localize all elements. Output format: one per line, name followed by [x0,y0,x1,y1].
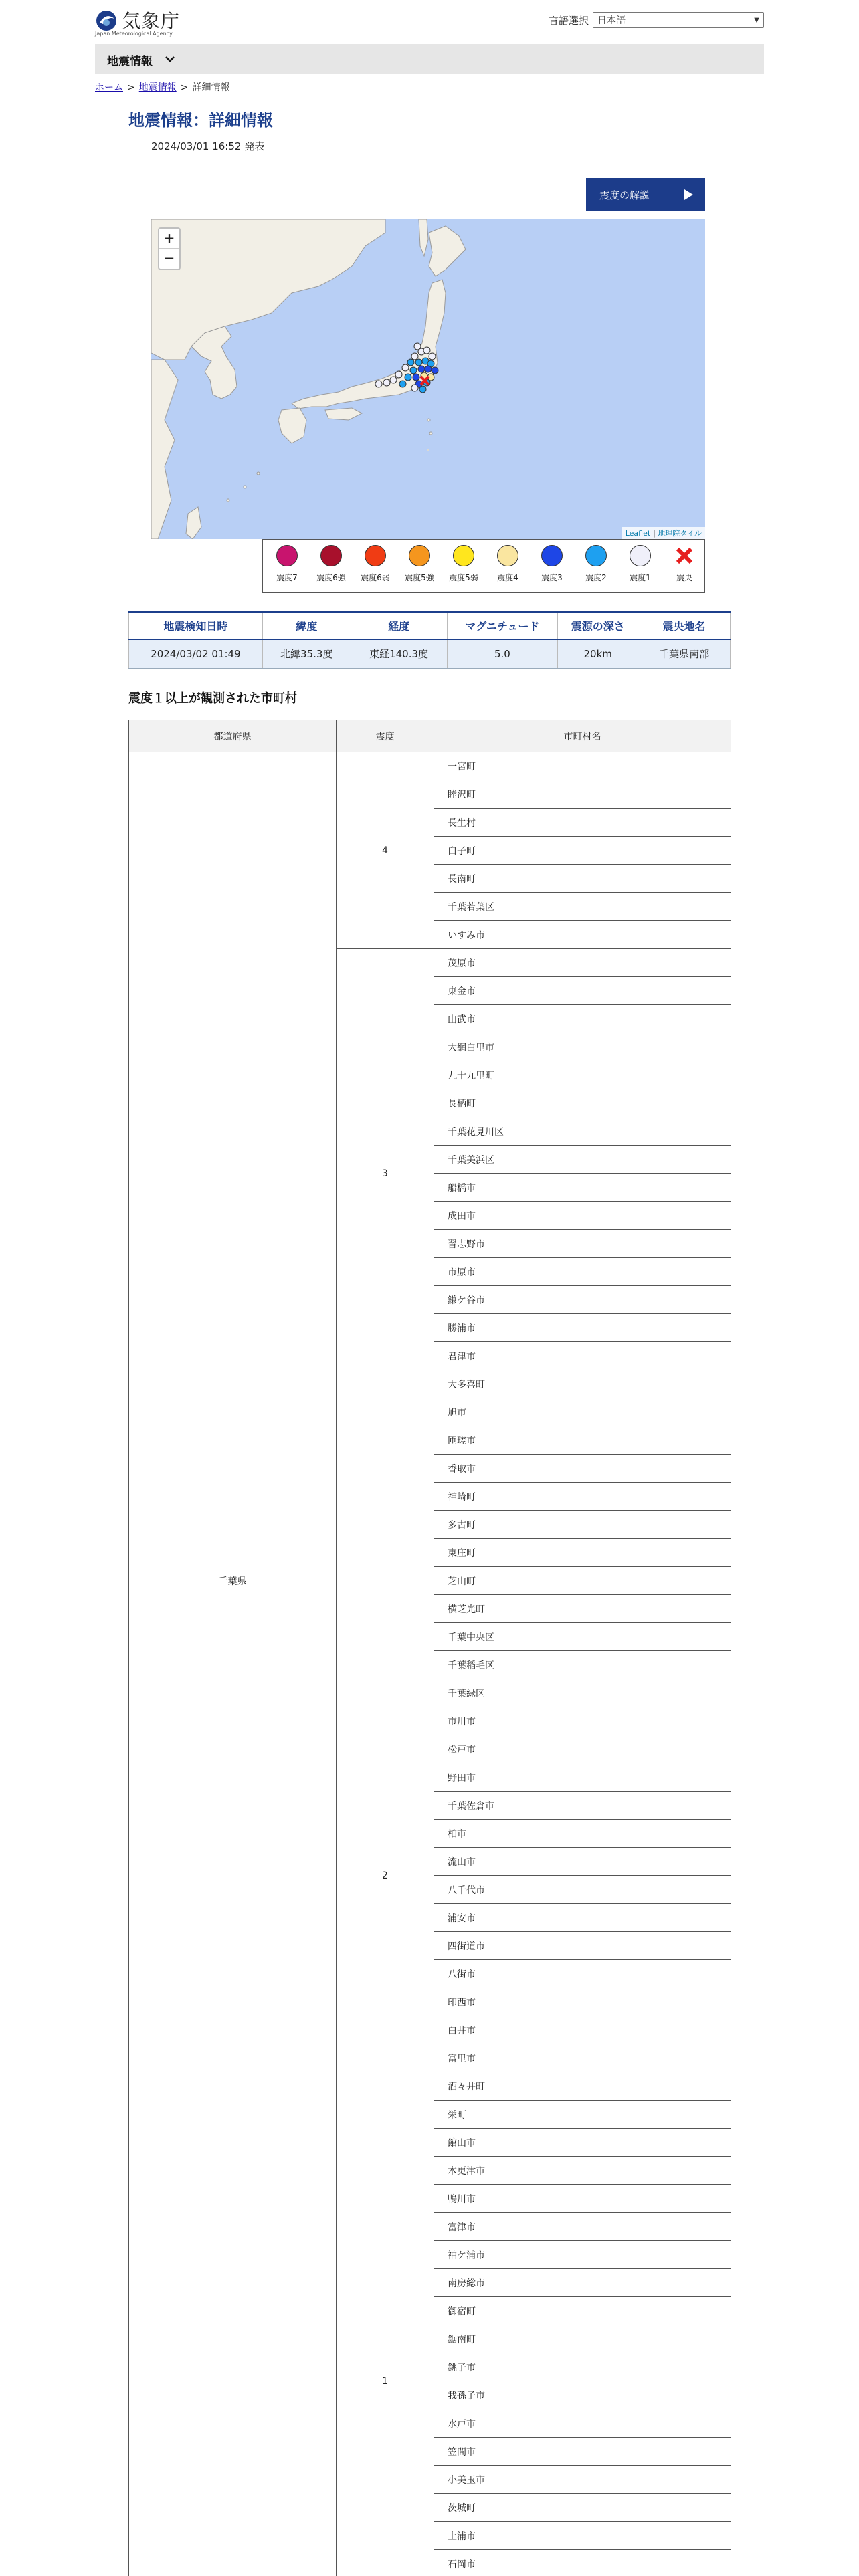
intensity-cell: 1 [337,2353,434,2409]
city-cell: 長柄町 [434,1089,731,1117]
city-cell: 東金市 [434,977,731,1005]
gsi-tiles-link[interactable]: 地理院タイル [658,529,702,538]
legend-item [576,545,616,583]
issued-time: 2024/03/01 16:52 発表 [151,140,265,152]
city-cell: 長生村 [434,809,731,837]
nav-menu-quake[interactable]: 地震情報 [107,55,153,68]
agency-subtitle: Japan Meteorological Agency [95,31,173,37]
legend-item [444,545,484,583]
city-cell: 茂原市 [434,949,731,977]
city-cell: 睦沢町 [434,780,731,809]
legend-item [664,545,704,583]
legend-swatch [365,545,386,566]
breadcrumb-separator: > [180,82,189,93]
language-select[interactable] [593,12,764,28]
column-header-intensity: 震度 [337,720,434,752]
city-cell: 匝瑳市 [434,1426,731,1455]
quake-column-header: 経度 [351,613,447,639]
city-cell: 八街市 [434,1960,731,1988]
intensity-cell: 2 [337,1398,434,2353]
legend-item [532,545,572,583]
legend-label: 震度2 [585,573,607,582]
epicenter-x-icon [674,545,695,566]
city-cell: 鎌ケ谷市 [434,1286,731,1314]
city-cell: 九十九里町 [434,1061,731,1089]
legend-label: 震度1 [630,573,651,582]
attribution-separator: | [652,529,656,538]
legend-item [355,545,395,583]
city-cell: 茨城町 [434,2494,731,2522]
breadcrumb [95,80,229,94]
legend-label: 震度7 [276,573,298,582]
city-cell: 習志野市 [434,1230,731,1258]
quake-cell: 千葉県南部 [638,639,731,669]
city-cell: 旭市 [434,1398,731,1426]
city-cell: 野田市 [434,1763,731,1792]
legend-swatch [276,545,298,566]
earthquake-map[interactable] [151,219,705,539]
city-cell: 大網白里市 [434,1033,731,1061]
quake-cell: 5.0 [447,639,558,669]
city-cell: 印西市 [434,1988,731,2016]
chevron-down-icon[interactable] [163,52,177,66]
legend-label: 震度4 [497,573,518,582]
city-cell: 酒々井町 [434,2072,731,2101]
city-cell: 山武市 [434,1005,731,1033]
intensity-cell [337,2409,434,2576]
quake-column-header: 震源の深さ [558,613,638,639]
map-canvas [151,219,705,539]
legend-label: 震度5強 [405,573,434,582]
prefecture-cell [129,2409,337,2576]
city-cell: 富津市 [434,2213,731,2241]
page-title: 地震情報：詳細情報 [128,111,273,130]
city-cell: 千葉中央区 [434,1623,731,1651]
leaflet-link[interactable]: Leaflet [625,529,651,538]
city-cell: 芝山町 [434,1567,731,1595]
breadcrumb-quake[interactable]: 地震情報 [138,82,177,93]
city-cell: 千葉稲毛区 [434,1651,731,1679]
intensity-cell: 3 [337,949,434,1398]
quake-column-header: 地震検知日時 [129,613,263,639]
city-cell: 市原市 [434,1258,731,1286]
legend-item [399,545,440,583]
legend-item [620,545,660,583]
prefecture-cell: 千葉県 [129,752,337,2409]
city-cell: 白井市 [434,2016,731,2044]
city-cell: 南房総市 [434,2269,731,2297]
legend-item [267,545,307,583]
explain-button-label: 震度の解説 [599,189,650,201]
jma-logo[interactable] [95,7,182,39]
city-cell: 銚子市 [434,2353,731,2381]
city-cell: 東庄町 [434,1539,731,1567]
site-header [95,5,764,39]
city-cell: 柏市 [434,1820,731,1848]
city-cell: 笠間市 [434,2438,731,2466]
city-cell: 大多喜町 [434,1370,731,1398]
quake-cell: 20km [558,639,638,669]
chevron-down-icon: ▼ [754,16,759,24]
city-cell: 神崎町 [434,1483,731,1511]
legend-label: 震度5弱 [449,573,478,582]
nav-bar [95,44,764,74]
legend-swatch [585,545,607,566]
intensity-cell: 4 [337,752,434,949]
table-row [129,752,731,780]
city-cell: 白子町 [434,837,731,865]
legend-item [488,545,528,583]
city-cell: 船橋市 [434,1174,731,1202]
city-cell: 土浦市 [434,2522,731,2550]
city-cell: 富里市 [434,2044,731,2072]
agency-name: 気象庁 [122,10,181,32]
column-header-city: 市町村名 [434,720,731,752]
legend-label: 震度6弱 [361,573,390,582]
city-cell: 四街道市 [434,1932,731,1960]
breadcrumb-separator: > [127,82,135,93]
city-cell: 我孫子市 [434,2381,731,2409]
legend-swatch [541,545,563,566]
legend-swatch [320,545,342,566]
zoom-control [158,227,181,270]
city-cell: 千葉若葉区 [434,893,731,921]
breadcrumb-home[interactable]: ホーム [95,82,123,93]
city-cell: 横芝光町 [434,1595,731,1623]
city-cell: 鴨川市 [434,2185,731,2213]
city-cell: 館山市 [434,2129,731,2157]
city-cell: 成田市 [434,1202,731,1230]
city-cell: 鋸南町 [434,2325,731,2353]
city-cell: 千葉花見川区 [434,1117,731,1146]
intensity-explanation-button[interactable] [586,178,705,211]
city-cell: 木更津市 [434,2157,731,2185]
city-cell: 石岡市 [434,2550,731,2576]
city-cell: 小美玉市 [434,2466,731,2494]
zoom-out-button[interactable]: − [163,250,175,266]
jma-logo-icon [95,9,118,32]
city-cell: 袖ケ浦市 [434,2241,731,2269]
city-cell: 多古町 [434,1511,731,1539]
city-cell: 松戸市 [434,1735,731,1763]
city-cell: 君津市 [434,1342,731,1370]
city-cell: 市川市 [434,1707,731,1735]
city-cell: 栄町 [434,2101,731,2129]
city-cell: 千葉緑区 [434,1679,731,1707]
city-cell: 八千代市 [434,1876,731,1904]
city-cell: 勝浦市 [434,1314,731,1342]
legend-swatch [453,545,474,566]
legend-swatch [409,545,430,566]
quake-cell: 北緯35.3度 [262,639,351,669]
quake-cell: 東経140.3度 [351,639,447,669]
legend-label: 震度3 [541,573,563,582]
city-cell: 長南町 [434,865,731,893]
legend-label: 震度6強 [316,573,346,582]
legend-swatch [497,545,518,566]
legend-swatch [630,545,651,566]
breadcrumb-current: 詳細情報 [192,82,230,93]
zoom-in-button[interactable]: + [159,229,179,249]
map-attribution [622,527,705,539]
table-row [129,2409,731,2438]
city-cell: 水戸市 [434,2409,731,2438]
city-cell: 浦安市 [434,1904,731,1932]
city-cell: 香取市 [434,1455,731,1483]
city-cell: 千葉佐倉市 [434,1792,731,1820]
city-cell: 流山市 [434,1848,731,1876]
city-intensity-table [128,720,731,2576]
quake-cell: 2024/03/02 01:49 [129,639,263,669]
city-cell: 一宮町 [434,752,731,780]
intensity-legend [262,539,705,593]
city-cell: いすみ市 [434,921,731,949]
city-cell: 御宿町 [434,2297,731,2325]
language-value: 日本語 [597,15,626,26]
play-arrow-icon [684,189,693,200]
quake-column-header: 震央地名 [638,613,731,639]
quake-column-header: マグニチュード [447,613,558,639]
legend-label: 震央 [676,573,692,582]
legend-item [311,545,351,583]
language-selector [549,12,764,28]
language-label: 言語選択 [548,14,589,27]
city-cell: 千葉美浜区 [434,1146,731,1174]
quake-summary-table [128,611,731,669]
quake-column-header: 緯度 [262,613,351,639]
observed-section-title: 震度１以上が観測された市町村 [128,691,297,706]
column-header-prefecture: 都道府県 [129,720,337,752]
